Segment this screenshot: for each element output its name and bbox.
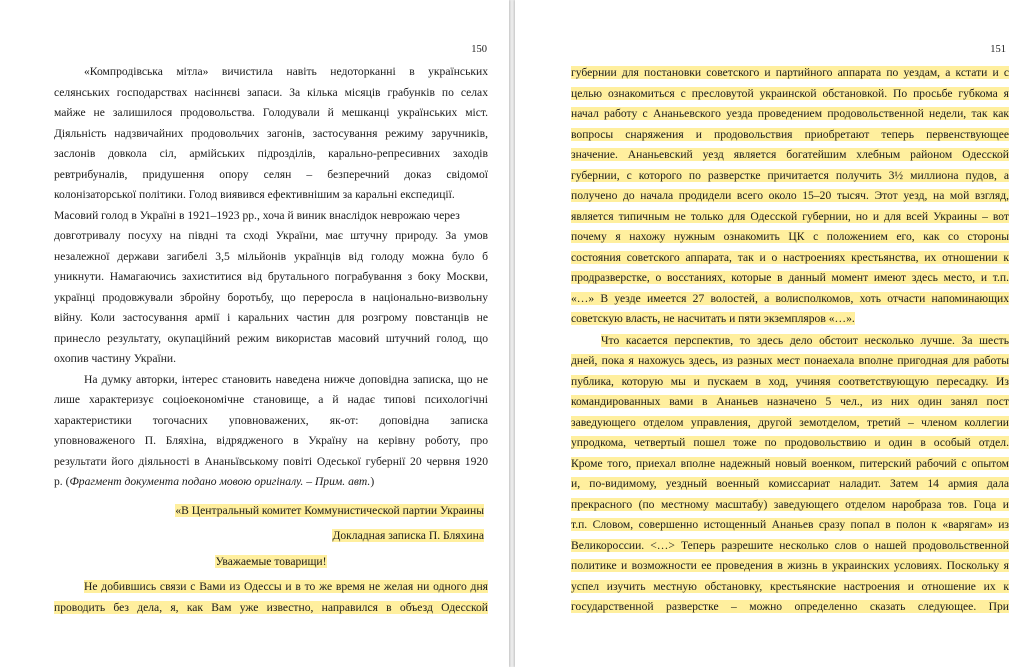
line-text: дней, пока я нахожусь здесь, из разных мест понаехала вполне пригодная для работы — [571, 354, 1009, 367]
text-line — [54, 472, 488, 493]
line-text: колонізаторської політики. Голод виявився ефективнішим за каральні експедиції. — [54, 188, 455, 201]
text-line — [571, 433, 1009, 454]
left-page-text — [54, 62, 488, 618]
text-line — [571, 125, 1009, 146]
text-line — [571, 474, 1009, 495]
line-text: целью ознакомиться с пресловутой украинской обстановкой. По просьбе губкома я — [571, 86, 1009, 100]
text-line — [571, 372, 1009, 393]
right-page — [515, 0, 1024, 667]
line-text: охопив частину України. — [54, 352, 177, 365]
line-text: уповноваженого П. Бляхіна, відрядженого в Україну на керівну роботу, про — [54, 434, 488, 447]
text-line — [54, 144, 488, 165]
text-line — [571, 556, 1009, 577]
text-line — [571, 577, 1009, 598]
text-line — [54, 165, 488, 186]
line-text: війну. Коли застосування армії і каральних частин для розгрому повстанців не — [54, 311, 488, 324]
line-text: Что касается перспектив, то здесь дело обстоит несколько лучше. За шесть — [601, 333, 1009, 347]
text-line — [54, 267, 488, 288]
line-text: значение. Ананьевский уезд является богатейшим хлебным районом Одесской — [571, 148, 1009, 161]
text-line — [54, 288, 488, 309]
line-text: Кроме того, приехал вполне надежный новый военком, питерский рабочий с опытом — [571, 456, 1009, 470]
text-line — [571, 597, 1009, 618]
text-line — [571, 63, 1009, 84]
line-text: Діяльність надзвичайних продовольчих загонів, застосування режиму заручників, — [54, 126, 488, 140]
text-line — [571, 392, 1009, 413]
text-line — [54, 598, 488, 619]
text-line — [571, 145, 1009, 166]
text-line — [54, 577, 488, 598]
line-text: получено до начала продидели всего около 15–20 тысяч. Этот уезд, на мой взгляд, — [571, 189, 1009, 202]
line-text: характеристики тогочасних уповноважених, як-от: доповідна записка — [54, 413, 488, 427]
line-text: «…» В уезде имеется 27 волостей, а волисполкомов, хоть отчасти напоминающих — [571, 291, 1009, 305]
line-text: успел изучить местную обстановку, крестьянские настроения и отношение их к — [571, 579, 1009, 593]
line-text: Масовий голод в Україні в 1921–1923 рр., хоча й виник внаслідок неврожаю через — [54, 208, 460, 222]
line-text: принесло результату, окупаційний режим використав масовий штучний голод, що — [54, 331, 488, 345]
line-text: государственной разверстке – можно определенно сказать следующее. При — [571, 600, 1009, 613]
line-text: начал работу с Ананьевского уезда проведением продовольственной недели, так как — [571, 107, 1009, 120]
line-text: ревтрибуналів, придушення опору селян – безперечний доказ свідомої — [54, 167, 488, 181]
line-text: политике и возможности ее проведения в жизнь в украинских условиях. Поскольку я — [571, 559, 1009, 572]
line-text: українці продовжували збройну боротьбу, що переросла в національно-визвольну — [54, 290, 488, 304]
quote-heading — [54, 501, 488, 522]
line-text: губернии для постановки советского и партийного аппарата по уездам, а кстати и с — [571, 66, 1009, 79]
line-text: публика, которую мы и пускаем в ход, учиняя соответствующую пересадку. Из — [571, 374, 1009, 388]
text-line — [571, 309, 1009, 330]
right-page-text — [571, 63, 1009, 618]
line-text: проводить без дела, я, как Вам уже известно, направился в объезд Одесской — [54, 600, 488, 614]
text-line — [571, 166, 1009, 187]
text-line — [54, 247, 488, 268]
line-text: заслонів довкола сіл, армійських підрозділів, карально-репресивних заходів — [54, 147, 488, 160]
text-line — [571, 268, 1009, 289]
text-line — [571, 227, 1009, 248]
text-line — [54, 452, 488, 473]
text-line — [571, 248, 1009, 269]
quote-title-text: Докладная записка П. Бляхина — [332, 529, 484, 542]
line-text: командированных вами в Ананьев назначено 5 чел., из них один занял пост — [571, 395, 1009, 408]
text-line — [54, 226, 488, 247]
text-line — [571, 186, 1009, 207]
text-line — [54, 308, 488, 329]
line-text: На думку авторки, інтерес становить наведена нижче доповідна записка, що не — [84, 372, 488, 386]
line-text: состояния советского аппарата, так и о настроениях крестьянства, их отношении к — [571, 250, 1009, 264]
text-line — [54, 329, 488, 350]
quote-title — [54, 526, 488, 547]
line-text: Не добившись связи с Вами из Одессы и в то же время не желая ни одного дня — [84, 580, 488, 593]
text-line — [54, 390, 488, 411]
line-text: довготривалу посуху на півдні та сході України, має штучну природу. За умов — [54, 229, 488, 242]
line-text: упродкома, четвертый пошел тоже по продовольствию и один в особый отдел. — [571, 436, 1009, 449]
text-line — [54, 349, 488, 370]
text-line — [571, 289, 1009, 310]
quote-salutation — [54, 552, 488, 573]
line-text: лише характеризує соціоекономічне становище, а й надає типові психологічні — [54, 393, 488, 406]
line-text: и, по-видимому, уездный военный комиссариат наладит. Затем 14 армия дала — [571, 477, 1009, 490]
text-line — [571, 351, 1009, 372]
line-text: р. ( — [54, 475, 70, 488]
text-line — [571, 495, 1009, 516]
text-line — [571, 515, 1009, 536]
text-line — [54, 83, 488, 104]
quote-salutation-text: Уважаемые товарищи! — [215, 554, 327, 568]
text-line — [571, 331, 1009, 352]
line-text: Великороссии. <…> Теперь разрешите несколько слов о нашей продовольственной — [571, 538, 1009, 552]
line-text: селянських господарствах насіннєві запаси. За кілька місяців грабунків по селах — [54, 85, 488, 99]
text-line — [54, 185, 488, 206]
text-line — [54, 411, 488, 432]
line-text: заведующего отделом управления, другой земотделом, третий – членом коллегии — [571, 415, 1009, 429]
note-italic: Фрагмент документа подано мовою оригіналу. – Прим. авт. — [69, 475, 371, 488]
text-line — [571, 413, 1009, 434]
page-number-right: 151 — [990, 44, 1006, 55]
line-text: майже не залишилося продовольства. Голодували й мешканці українських міст. — [54, 106, 488, 119]
line-text: прекрасного (по местному масштабу) заведующего отделом наробраза тов. Гоца и — [571, 497, 1009, 511]
line-text: является типичным не только для Одесской губернии, но и для всей Украины – вот — [571, 209, 1009, 223]
line-text: губернии, с которого по разверстке причитается получить 3½ миллиона пудов, а — [571, 168, 1009, 182]
text-line — [54, 206, 488, 227]
text-line — [54, 103, 488, 124]
text-line — [571, 104, 1009, 125]
quote-heading-text: «В Центральный комитет Коммунистической партии Украины — [175, 503, 484, 517]
line-text: «Компродівська мітла» вичистила навіть недоторканні в українських — [84, 65, 488, 78]
line-text: вопросы снаряжения и продовольствия приобретают теперь первенствующее — [571, 127, 1009, 141]
text-line — [54, 370, 488, 391]
note-tail: ) — [370, 475, 375, 488]
text-line — [54, 62, 488, 83]
text-line — [54, 431, 488, 452]
text-line — [571, 536, 1009, 557]
line-text: т.п. Словом, совершенно истощенный Ананьев сразу попал в полон к «варягам» из — [571, 518, 1009, 531]
line-text: незалежної держави загибелі 3,5 мільйонів українців від голоду можна було б — [54, 249, 488, 263]
line-text: почему я нахожу нужным ознакомить ЦК с положением его, как со стороны — [571, 230, 1009, 243]
text-line — [54, 124, 488, 145]
text-line — [571, 454, 1009, 475]
left-page — [0, 0, 509, 667]
line-text: советскую власть, не насчитать и пяти экземпляров «…». — [571, 312, 855, 325]
line-text: продразверстке, о восстаниях, которые в данный момент имеют здесь место, и т.п. — [571, 271, 1009, 284]
page-number-left: 150 — [471, 44, 487, 55]
line-text: уникнути. Намагаючись захиститися від брутального пограбування з боку Москви, — [54, 270, 488, 283]
line-text: результати його діяльності в Ананьївському повіті Одеської губернії 20 червня 1920 — [54, 454, 488, 468]
text-line — [571, 207, 1009, 228]
text-line — [571, 84, 1009, 105]
